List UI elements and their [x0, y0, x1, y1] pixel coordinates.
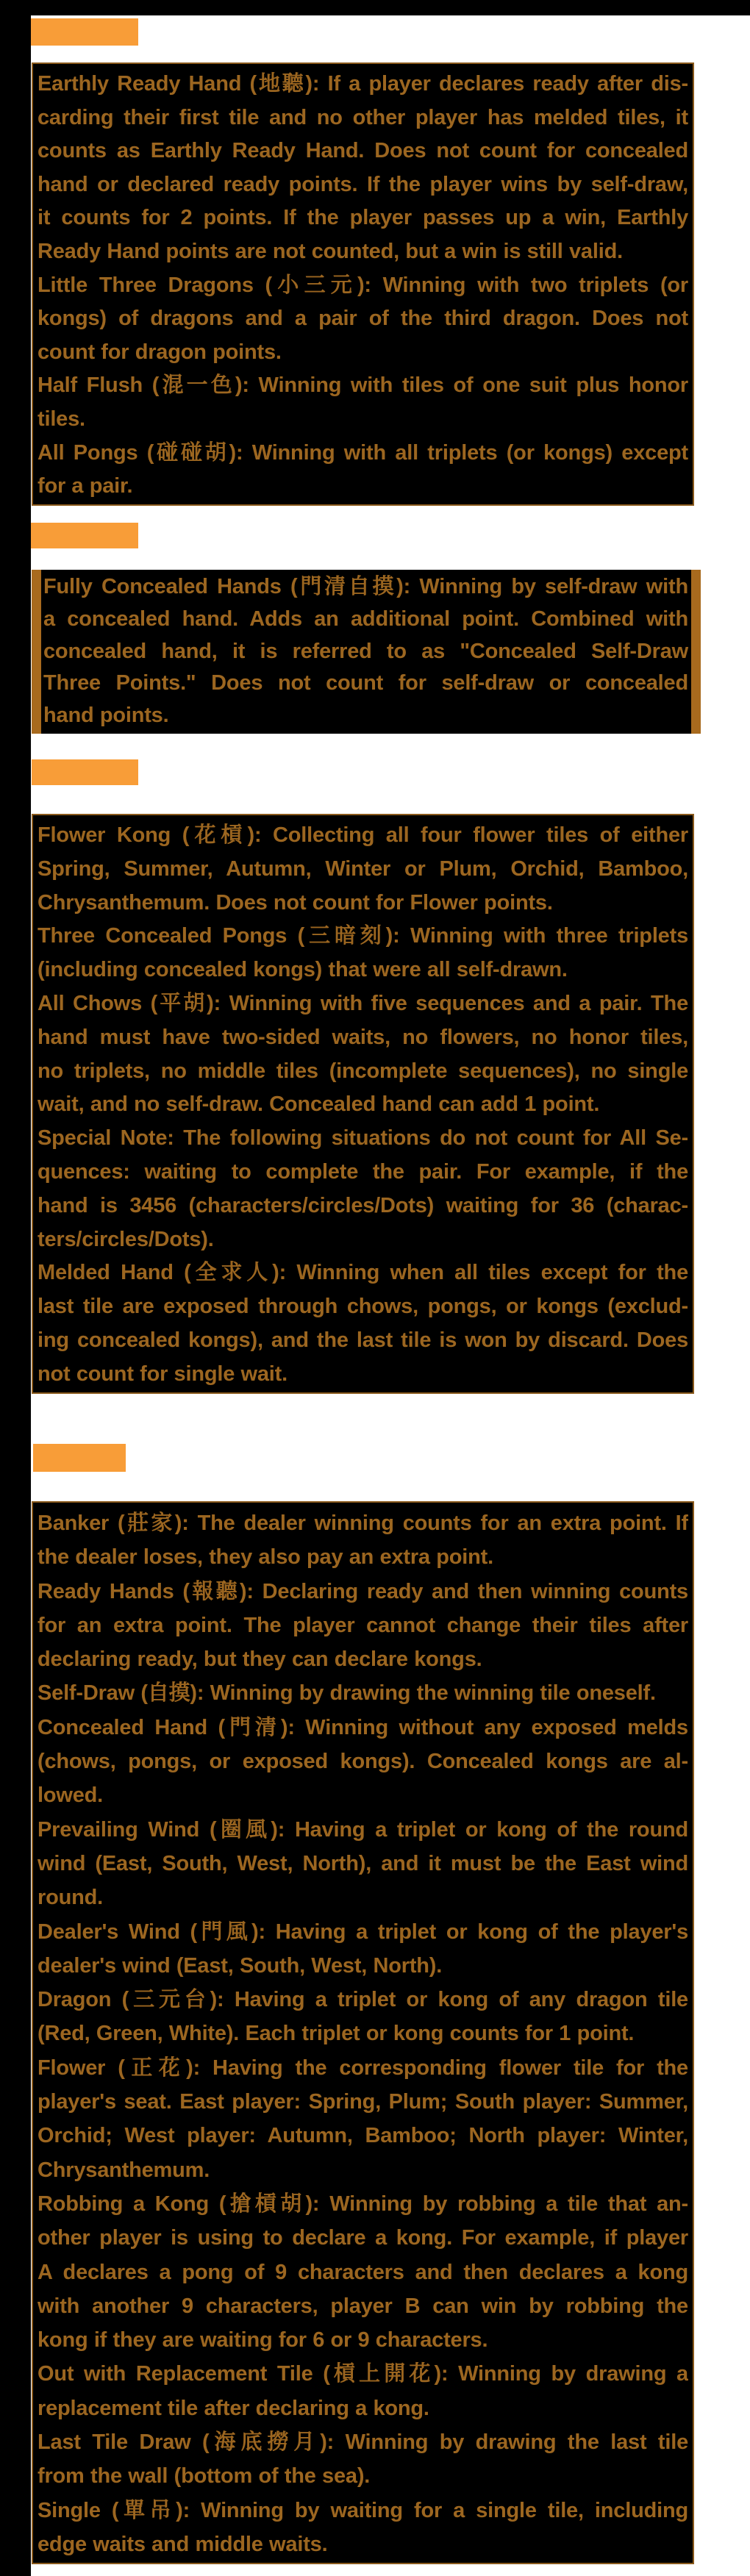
text-line: it counts for 2 points. If the player passes up a win, Earthly [38, 206, 688, 230]
text-line: edge waits and middle waits. [38, 2532, 328, 2556]
text-line: Out with Replacement Tile (槓上開花): Winning by drawing a [38, 2362, 688, 2386]
text-line: Melded Hand (全求人): Winning when all tiles except for the [38, 1261, 688, 1285]
text-line: Single (單吊): Winning by waiting for a single tile, including [38, 2498, 688, 2522]
text-line: A declares a pong of 9 characters and then declares a kong [38, 2260, 688, 2284]
text-line: Dealer's Wind (門風): Having a triplet or kong of the player's [38, 1920, 688, 1944]
text-line: player's seat. East player: Spring, Plum; South player: Summer, [38, 2090, 688, 2114]
text-line: carding their first tile and no other player has melded tiles, it [38, 105, 688, 129]
text-line: declaring ready, but they can declare kongs. [38, 1647, 482, 1672]
rules-text-block [32, 814, 694, 1394]
text-line: concealed hand, it is referred to as "Concealed Self-Draw [43, 639, 688, 663]
left-edge-band [0, 0, 31, 2576]
text-line: ters/circles/Dots). [38, 1227, 214, 1251]
text-line: (Red, Green, White). Each triplet or kong counts for 1 point. [38, 2022, 635, 2046]
text-line: Earthly Ready Hand (地聽): If a player declares ready after dis- [38, 72, 688, 96]
section-heading-bar [31, 18, 138, 46]
text-line: wait, and no self-draw. Concealed hand can add 1 point. [38, 1092, 600, 1117]
text-line: lowed. [38, 1783, 104, 1808]
text-line: Flower Kong (花槓): Collecting all four flower tiles of either [38, 823, 688, 847]
text-line: hand or declared ready points. If the player wins by self-draw, [38, 172, 688, 196]
text-line: other player is using to declare a kong. For example, if player [38, 2226, 688, 2250]
section-heading-bar [32, 759, 138, 785]
text-line: (including concealed kongs) that were all self-drawn. [38, 958, 568, 982]
text-line: from the wall (bottom of the sea). [38, 2464, 371, 2489]
text-line: Concealed Hand (門清): Winning without any exposed melds [38, 1715, 688, 1739]
text-line: for a pair. [38, 474, 133, 498]
text-line: count for dragon points. [38, 340, 282, 364]
text-line: hand is 3456 (characters/circles/Dots) waiting for 36 (charac- [38, 1193, 688, 1217]
text-line: Prevailing Wind (圈風): Having a triplet or kong of the round [38, 1817, 688, 1842]
text-line: Little Three Dragons (小三元): Winning with two triplets (or [38, 273, 688, 297]
text-line: for an extra point. The player cannot change their tiles after [38, 1613, 688, 1637]
top-edge-band [0, 0, 750, 15]
text-line: Ready Hand points are not counted, but a win is still valid. [38, 239, 623, 263]
text-line: Last Tile Draw (海底撈月): Winning by drawing the last tile [38, 2430, 688, 2455]
text-line: Special Note: The following situations do not count for All Se- [38, 1126, 688, 1151]
text-line: Three Points." Does not count for self-draw or concealed [43, 671, 688, 695]
text-line: kong if they are waiting for 6 or 9 characters. [38, 2328, 488, 2353]
rules-text-block [32, 570, 701, 734]
section-heading-bar [31, 523, 138, 548]
text-line: All Pongs (碰碰胡): Winning with all triplets (or kongs) except [38, 440, 688, 465]
text-line: (chows, pongs, or exposed kongs). Concealed kongs are al- [38, 1750, 688, 1774]
text-line: tiles. [38, 407, 85, 431]
text-line: Banker (莊家): The dealer winning counts for an extra point. If [38, 1511, 688, 1535]
text-line: dealer's wind (East, South, West, North). [38, 1953, 443, 1978]
text-line: Flower (正花): Having the corresponding flower tile for the [38, 2056, 688, 2080]
text-line: replacement tile after declaring a kong. [38, 2396, 429, 2420]
text-line: Fully Concealed Hands (門清自摸): Winning by self-draw with [43, 575, 688, 598]
text-line: Chrysanthemum. Does not count for Flower points. [38, 890, 553, 915]
text-line: last tile are exposed through chows, pongs, or kongs (exclud- [38, 1295, 688, 1319]
text-line: Self-Draw (自摸): Winning by drawing the winning tile oneself. [38, 1681, 656, 1706]
text-line: Dragon (三元台): Having a triplet or kong of any dragon tile [38, 1988, 688, 2012]
text-line: Robbing a Kong (搶槓胡): Winning by robbing a tile that an- [38, 2192, 688, 2216]
text-line: ing concealed kongs), and the last tile is won by discard. Does [38, 1328, 688, 1352]
text-line: All Chows (平胡): Winning with five sequences and a pair. The [38, 991, 688, 1015]
text-line: counts as Earthly Ready Hand. Does not count for concealed [38, 139, 688, 163]
text-line: quences: waiting to complete the pair. For example, if the [38, 1159, 688, 1184]
text-line: hand must have two-sided waits, no flowers, no honor tiles, [38, 1025, 688, 1049]
text-line: Spring, Summer, Autumn, Winter or Plum, Orchid, Bamboo, [38, 856, 688, 881]
text-line: Orchid; West player: Autumn, Bamboo; North player: Winter, [38, 2124, 688, 2148]
text-line: with another 9 characters, player B can win by robbing the [38, 2294, 688, 2318]
text-line: Half Flush (混一色): Winning with tiles of one suit plus honor [38, 373, 688, 398]
text-line: a concealed hand. Adds an additional point. Combined with [43, 607, 688, 631]
text-line: wind (East, South, West, North), and it must be the East wind [38, 1851, 688, 1875]
text-line: Ready Hands (報聽): Declaring ready and then winning counts [38, 1579, 688, 1603]
text-line: hand points. [43, 704, 169, 728]
section-heading-bar [33, 1444, 126, 1472]
rules-text-block [32, 1501, 694, 2564]
text-line: round. [38, 1886, 104, 1910]
text-line: the dealer loses, they also pay an extra point. [38, 1545, 493, 1570]
rules-text-block [32, 62, 694, 506]
text-line: not count for single wait. [38, 1362, 288, 1386]
text-line: no triplets, no middle tiles (incomplete sequences), no single [38, 1059, 688, 1083]
text-line: Three Concealed Pongs (三暗刻): Winning with three triplets [38, 924, 688, 948]
text-line: Chrysanthemum. [38, 2158, 210, 2182]
text-line: kongs) of dragons and a pair of the third dragon. Does not [38, 307, 688, 331]
